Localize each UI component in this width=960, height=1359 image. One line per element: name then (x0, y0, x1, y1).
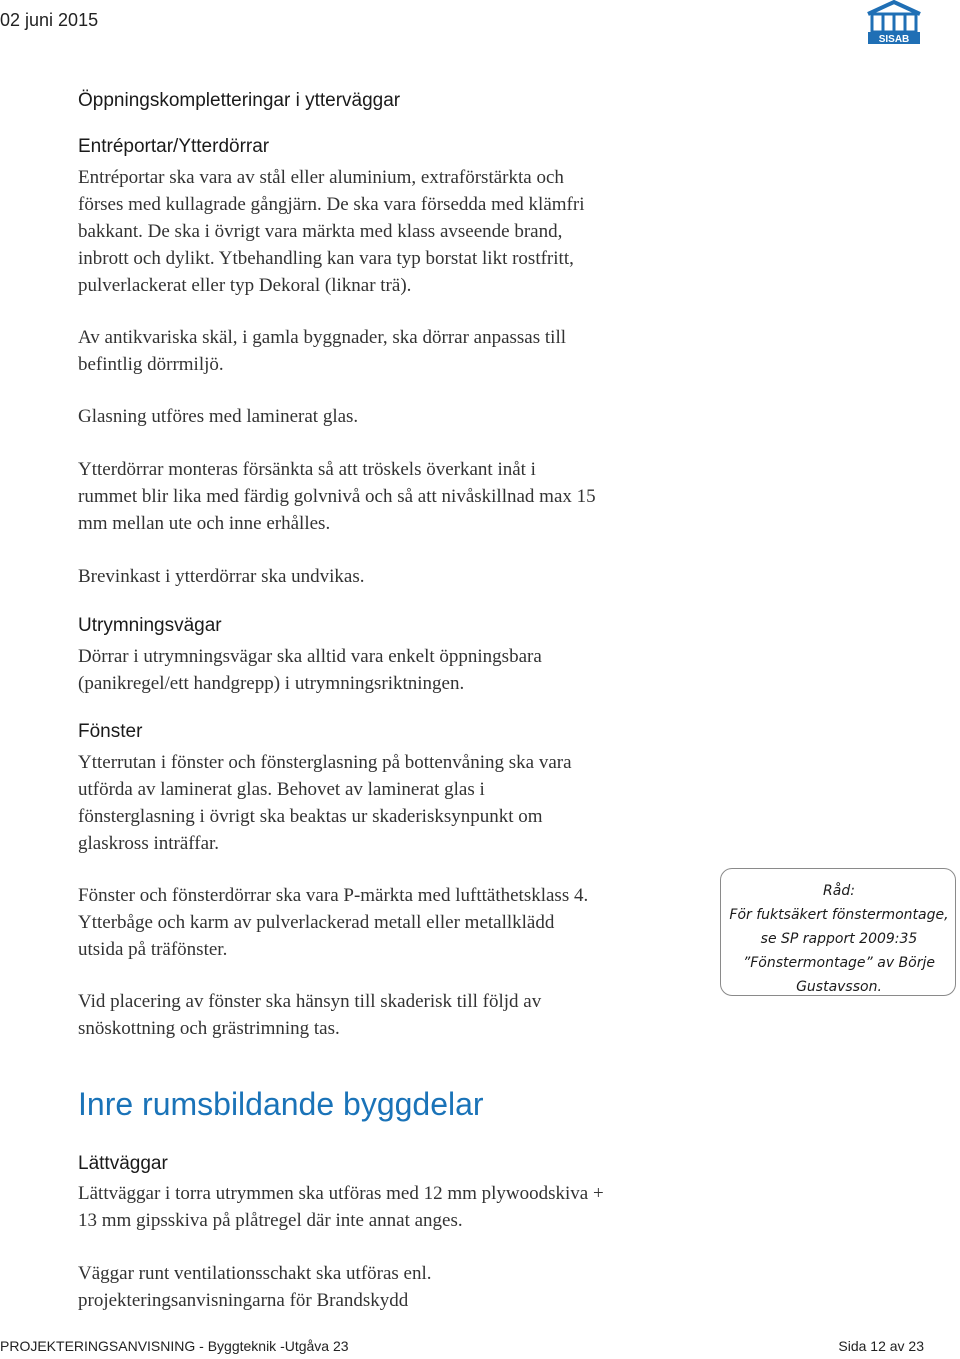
utr-heading: Utrymningsvägar (78, 615, 222, 636)
footer-page-number: Sida 12 av 23 (838, 1338, 924, 1354)
advice-line: se SP rapport 2009:35 (760, 931, 918, 947)
entre-paragraph-4: Ytterdörrar monteras försänkta så att tröskels överkant inåt i rummet blir lika med färdig golvnivå och så att nivåskillnad max 15 mm mellan ute och inne erhålles. (78, 459, 596, 534)
logo-text: SISAB (878, 34, 910, 45)
advice-line: För fuktsäkert fönstermontage, (729, 907, 949, 923)
fon-paragraph-1: Ytterrutan i fönster och fönsterglasning på bottenvåning ska vara utförda av laminerat glas. Behovet av laminerat glas i fönsterglasning i övrigt ska beaktas ur skaderisksynpunkt om glaskross inträffar. (78, 752, 572, 854)
inre-title: Inre rumsbildande byggdelar (78, 1086, 484, 1122)
latt-heading: Lättväggar (78, 1153, 168, 1174)
entre-paragraph-3: Glasning utföres med laminerat glas. (78, 406, 359, 427)
fon-paragraph-2: Fönster och fönsterdörrar ska vara P-märkta med lufttäthetsklass 4. Ytterbåge och karm av pulverlackerad metall eller metallklädd utsida på träfönster. (78, 885, 589, 960)
advice-label: Råd: (823, 883, 855, 899)
entre-paragraph-5: Brevinkast i ytterdörrar ska undvikas. (78, 566, 365, 587)
entre-paragraph-2: Av antikvariska skäl, i gamla byggnader, ska dörrar anpassas till befintlig dörrmiljö. (78, 327, 566, 375)
fon-paragraph-3: Vid placering av fönster ska hänsyn till skaderisk till följd av snöskottning och grästrimning tas. (78, 991, 542, 1039)
header-date: 02 juni 2015 (0, 10, 99, 30)
sisab-logo (864, 0, 924, 46)
footer-document-name: PROJEKTERINGSANVISNING - Byggteknik -Utgåva 23 (0, 1338, 349, 1354)
latt-paragraph-1: Lättväggar i torra utrymmen ska utföras med 12 mm plywoodskiva + 13 mm gipsskiva på plåtregel där inte annat anges. (78, 1183, 604, 1231)
section-title: Öppningskompletteringar i ytterväggar (78, 90, 401, 111)
entre-heading: Entréportar/Ytterdörrar (78, 136, 270, 157)
entre-paragraph-1: Entréportar ska vara av stål eller aluminium, extraförstärkta och förses med kullagrade gångjärn. De ska vara försedda med klämfri bakkant. De ska i övrigt vara märkta med klass avseende brand, inbrott och dylikt. Ytbehandling kan vara typ borstat likt rostfritt, pulverlackerat eller typ Dekoral (liknar trä). (78, 167, 585, 296)
advice-line: Gustavsson. (796, 979, 882, 995)
advice-line: ”Fönstermontage” av Börje (743, 955, 935, 971)
latt-paragraph-2: Väggar runt ventilationsschakt ska utföras enl. projekteringsanvisningarna för Brandskydd (78, 1263, 432, 1311)
advice-box (720, 868, 956, 996)
fon-heading: Fönster (78, 721, 143, 742)
utr-paragraph-1: Dörrar i utrymningsvägar ska alltid vara enkelt öppningsbara (panikregel/ett handgrepp) i utrymningsriktningen. (78, 646, 542, 694)
